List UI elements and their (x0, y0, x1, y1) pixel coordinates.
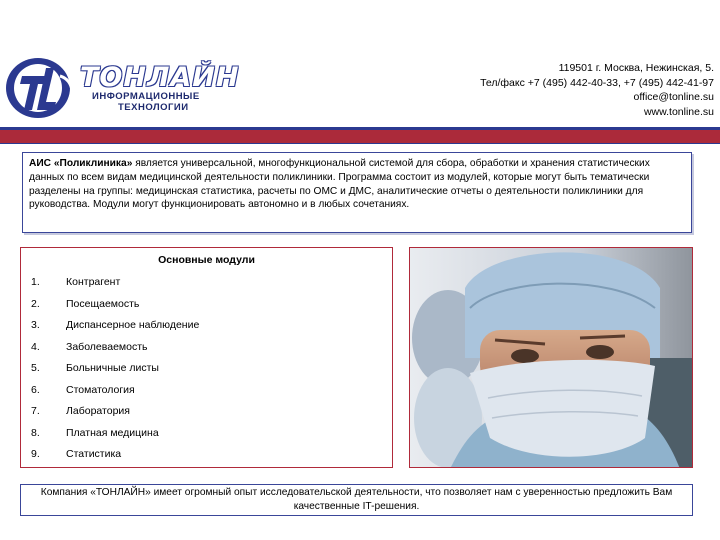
module-label: Больничные листы (66, 362, 159, 374)
module-item (21, 271, 392, 293)
modules-panel (20, 247, 393, 468)
module-item (21, 400, 392, 422)
module-number: 9. (31, 448, 40, 460)
module-item (21, 357, 392, 379)
product-name: АИС «Поликлиника» (29, 158, 133, 169)
module-label: Платная медицина (66, 426, 159, 439)
module-number: 2. (31, 297, 40, 310)
module-item (21, 422, 392, 444)
module-label: Лаборатория (66, 405, 130, 417)
website-link[interactable]: www.tonline.su (643, 105, 714, 118)
logo-mark-icon (4, 54, 84, 120)
module-number: 8. (31, 426, 40, 439)
module-item (21, 314, 392, 336)
module-label: Контрагент (66, 276, 121, 288)
module-number: 5. (31, 362, 40, 374)
logo-brand-text: ТОНЛАЙН (80, 62, 240, 93)
module-label: Посещаемость (66, 297, 140, 310)
email-link[interactable]: office@tonline.su (633, 91, 714, 103)
intro-description (22, 152, 692, 233)
module-number: 6. (31, 383, 40, 396)
header-divider-band (0, 127, 720, 144)
module-label: Диспансерное наблюдение (66, 319, 200, 331)
address: 119501 г. Москва, Нежинская, 5. (558, 62, 714, 74)
modules-title: Основные модули (158, 254, 255, 266)
module-item (21, 443, 392, 465)
footer-statement: Компания «ТОНЛАЙН» имеет огромный опыт исследовательской деятельности, что позволяет нам с уверенностью предложить Вам качественные IT-решения. (20, 484, 693, 516)
module-item (21, 336, 392, 358)
doctor-photo (409, 247, 693, 468)
module-number: 7. (31, 405, 40, 417)
intro-text: является универсальной, многофункциональной системой для сбора, обработки и хранения статистических данных по всем видам медицинской деятельности поликлиники. Программа состоит из модулей, которые могут быть тематически разделены на группы: медицинская статистика, расчеты по ОМС и ДМС, аналитические отчеты о деятельности поликлиники для руководства. Модули могут функционировать автономно и в любых сочетаниях. (29, 158, 650, 211)
module-number: 1. (31, 276, 40, 288)
phone: Тел/факс +7 (495) 442-40-33, +7 (495) 442-41-97 (480, 76, 714, 89)
contact-info (480, 61, 714, 119)
logo-subtitle-line1: ИНФОРМАЦИОННЫЕ (92, 91, 200, 102)
module-label: Статистика (66, 448, 122, 460)
module-item (21, 293, 392, 315)
module-number: 3. (31, 319, 40, 331)
module-number: 4. (31, 340, 40, 353)
module-label: Заболеваемость (66, 340, 148, 353)
module-label: Стоматология (66, 383, 135, 396)
module-item (21, 379, 392, 401)
logo-subtitle-line2: ТЕХНОЛОГИИ (118, 102, 189, 113)
